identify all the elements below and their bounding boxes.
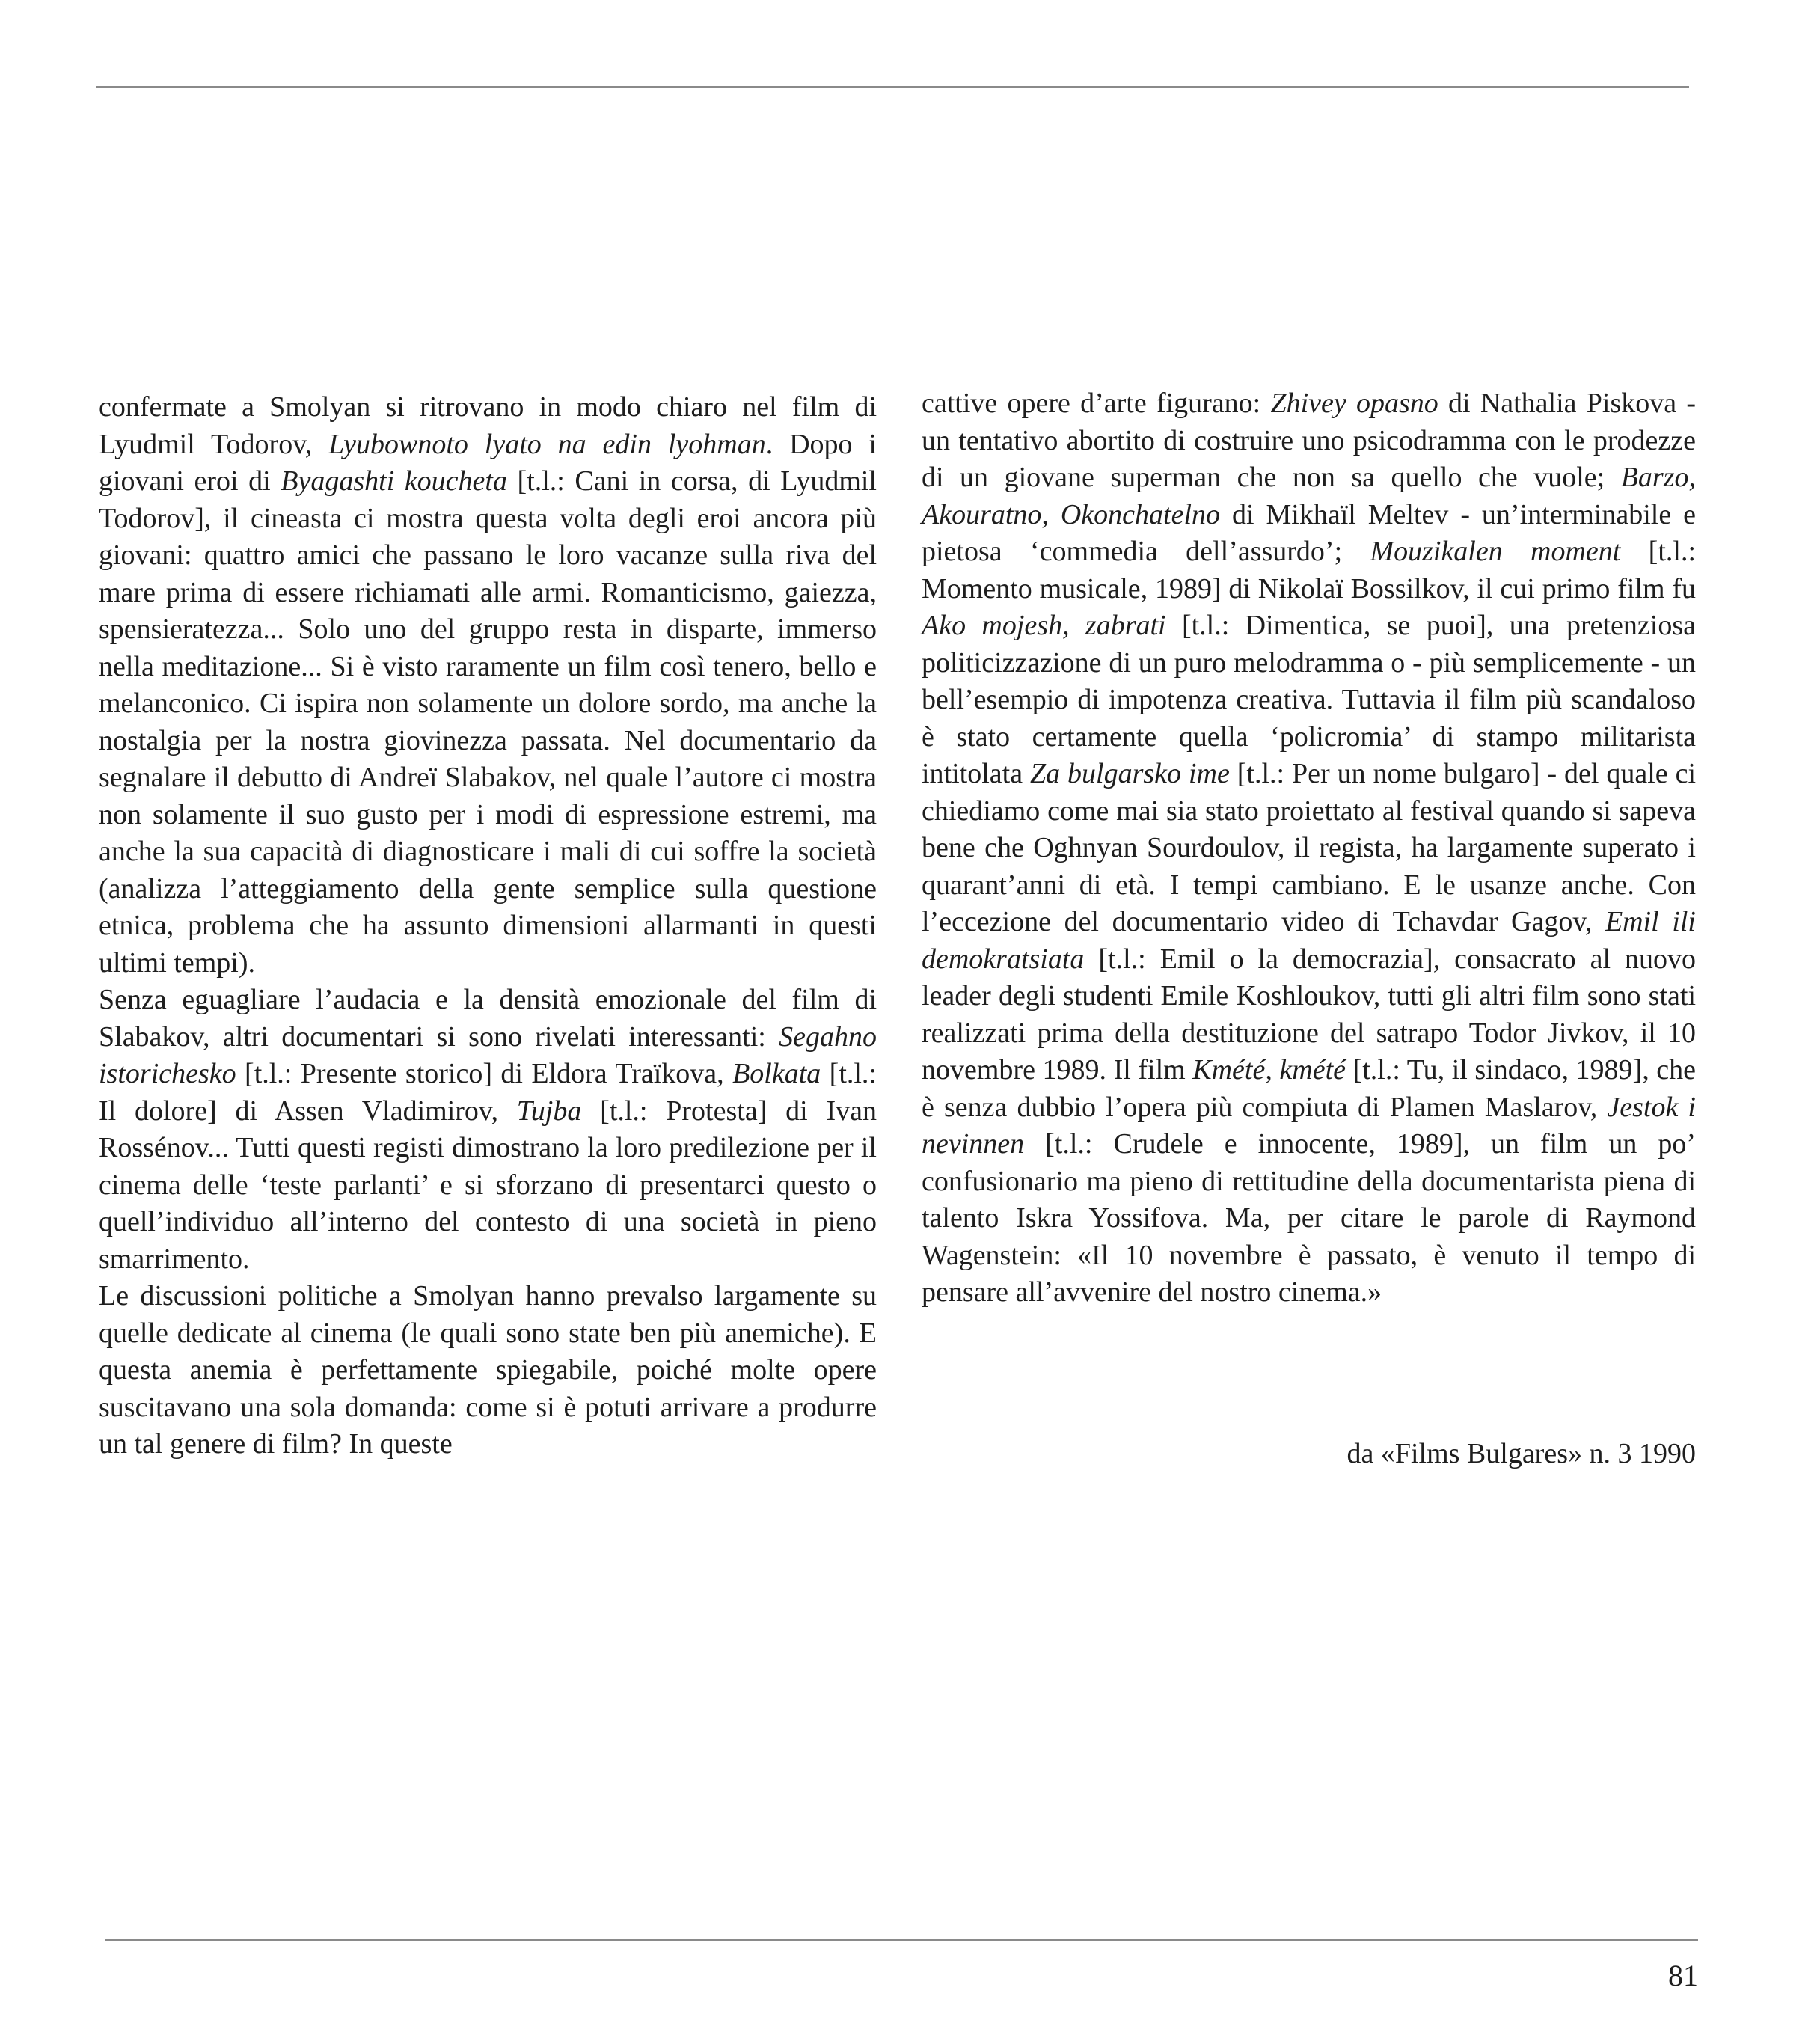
film-title: Lyubownoto lyato na edin lyohman [328,428,766,460]
source-citation: da «Films Bulgares» n. 3 1990 [1346,1438,1696,1469]
film-title: Byagashti koucheta [281,465,507,497]
film-title: Kmété, kmété [1192,1054,1346,1086]
film-title: Segahno istorichesko [99,1020,877,1089]
film-title: Jestok i nevinnen [922,1091,1696,1160]
film-title: Mouzikalen moment [1370,536,1621,567]
left-paragraph-3: Le discussioni politiche a Smolyan hanno prevalso largamente su quelle dedicate al cinema (le quali sono state ben più anemiche). E questa anemia è perfettamente spiegabile, poiché molte opere suscitavano una sola domanda: come si è potuti arrivare a produrre un tal genere di film? In queste [99,1280,877,1460]
left-paragraph-1: confermate a Smolyan si ritrovano in modo chiaro nel film di Lyudmil Todorov, Lyubownoto lyato na edin lyohman. Dopo i giovani eroi di Byagashti koucheta [t.l.: Cani in corsa, di Lyudmil Todorov], il cineasta ci mostra questa volta degli eroi ancora più giovani: quattro amici che passano le loro vacanze sulla riva del mare prima di essere richiamati alle armi. Romanticismo, gaiezza, spensieratezza... Solo uno del gruppo resta in disparte, immerso nella meditazione... Si è visto raramente un film così tenero, bello e melanconico. Ci ispira non solamente un dolore sordo, ma anche la nostalgia per la nostra giovinezza passata. Nel documentario da segnalare il debutto di Andreï Slabakov, nel quale l’autore ci mostra non solamente il suo gusto per i modi di espressione estremi, ma anche la sua capacità di diagnosticare i mali di cui soffre la società (analizza l’atteggiamento della gente semplice sulla questione etnica, problema che ha assunto dimensioni allarmanti in questi ultimi tempi). [99,391,877,979]
film-title: Barzo, Akouratno, Okonchatelno [922,462,1696,530]
bottom-rule [105,1939,1698,1941]
left-column [99,389,877,1463]
film-title: Ako mojesh, zabrati [922,610,1166,641]
right-column [922,385,1696,1312]
film-title: Tujba [516,1095,582,1127]
left-paragraph-2: Senza eguagliare l’audacia e la densità emozionale del film di Slabakov, altri documentari si sono rivelati interessanti: Segahno istorichesko [t.l.: Presente storico] di Eldora Traïkova, Bolkata [t.l.: Il dolore] di Assen Vladimirov, Tujba [t.l.: Protesta] di Ivan Rossénov... Tutti questi registi dimostrano la loro predilezione per il cinema delle ‘teste parlanti’ e si sforzano di presentarci questo o quell’individuo all’interno del contesto di una società in pieno smarrimento. [99,984,877,1275]
film-title: Emil ili demokratsiata [922,906,1696,975]
page-number: 81 [1668,1959,1698,1992]
right-paragraph-1: cattive opere d’arte figurano: Zhivey opasno di Nathalia Piskova - un tentativo abortito di costruire uno psicodramma con le prodezze di un giovane superman che non sa quello che vuole; Barzo, Akouratno, Okonchatelno di Mikhaïl Meltev - un’interminabile e pietosa ‘commedia dell’assurdo’; Mouzikalen moment [t.l.: Momento musicale, 1989] di Nikolaï Bossilkov, il cui primo film fu Ako mojesh, zabrati [t.l.: Dimentica, se puoi], una pretenziosa politicizzazione di un puro melodramma o - più semplicemente - un bell’esempio di impotenza creativa. Tuttavia il film più scandaloso è stato certamente quella ‘policromia’ di stampo militarista intitolata Za bulgarsko ime [t.l.: Per un nome bulgaro] - del quale ci chiediamo come mai sia stato proiettato al festival quando si sapeva bene che Oghnyan Sourdoulov, il regista, ha largamente superato i quarant’anni di età. I tempi cambiano. E le usanze anche. Con l’eccezione del documentario video di Tchavdar Gagov, Emil ili demokratsiata [t.l.: Emil o la democrazia], consacrato al nuovo leader degli studenti Emile Koshloukov, tutti gli altri film sono stati realizzati prima della destituzione del satrapo Todor Jivkov, il 10 novembre 1989. Il film Kmété, kmété [t.l.: Tu, il sindaco, 1989], che è senza dubbio l’opera più compiuta di Plamen Maslarov, Jestok i nevinnen [t.l.: Crudele e innocente, 1989], un film un po’ confusionario ma pieno di rettitudine della documentarista piena di talento Iskra Yossifova. Ma, per citare le parole di Raymond Wagenstein: «Il 10 novembre è passato, è venuto il tempo di pensare all’avvenire del nostro cinema.» [922,388,1697,1308]
top-rule [96,86,1689,88]
film-title: Zhivey opasno [1270,388,1438,419]
film-title: Bolkata [732,1058,821,1089]
film-title: Za bulgarsko ime [1030,758,1230,789]
